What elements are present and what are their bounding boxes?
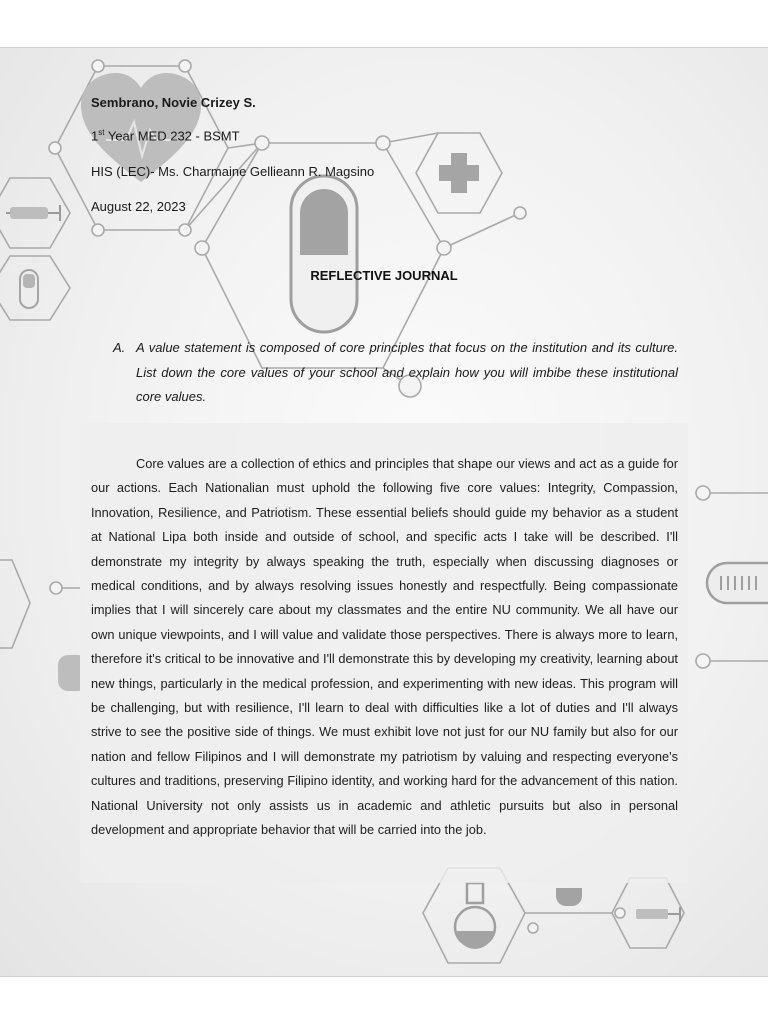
syringe-icon [4,201,74,225]
year-number: 1 [91,128,99,144]
medical-cross-icon [437,151,481,195]
question-text: A value statement is composed of core principles that focus on the institution and its culture. List down the core values of your school and explain how you will imbibe these institutional core values. [136,340,678,404]
hexagon-outline [0,560,30,648]
thermometer-icon [705,560,768,606]
pill-capsule-icon [554,888,584,908]
pill-capsule-icon [56,653,80,693]
document-page [0,47,768,977]
year-ordinal: st [98,128,105,137]
pill-capsule-icon [288,173,360,335]
subject-instructor: HIS (LEC)- Ms. Charmaine Gellieann R. Magsino [91,164,375,179]
course-code: Year MED 232 - BSMT [104,128,240,144]
document-date: August 22, 2023 [91,199,186,214]
student-name: Sembrano, Novie Crizey S. [91,95,256,110]
flask-icon [452,881,498,953]
question-block [113,336,678,410]
page-title: REFLECTIVE JOURNAL [310,268,458,283]
question-marker: A. [113,340,126,355]
year-course-line [91,128,240,143]
syringe-icon [628,905,688,923]
answer-paragraph: Core values are a collection of ethics and principles that shape our views and act as a guide for our actions. Each Nationalian must uphold the following five core values: Integrity, Compassion, Innovation, Resilience, and Patriotism. These essential beliefs should guide my behavior as a student at National Lipa both inside and outside of school, and specific acts I take will be described. I'll demonstrate my integrity by always speaking the truth, especially when discussing diagnoses or medical conditions, and by always resolving issues honestly and respectfully. Being compassionate implies that I will sincerely care about my classmates and the entire NU community. We all have our own unique viewpoints, and I will value and validate those perspectives. There is always more to learn, therefore it's critical to be innovative and I'll demonstrate this by developing my creativity, learning about new things, particularly in the medical profession, and experimenting with new ideas. This program will be challenging, but with resilience, I'll learn to deal with difficulties like a lot of duties and I'll always strive to see the positive side of things. We must exhibit love not just for our NU family but also for our nation and fellow Filipinos and I will demonstrate my patriotism by valuing and respecting everyone's cultures and traditions, preserving Filipino identity, and working hard for the advancement of this nation. National University not only assists us in academic and athletic pursuits but also in personal development and appropriate behavior that will be carried into the job. [91,456,678,838]
